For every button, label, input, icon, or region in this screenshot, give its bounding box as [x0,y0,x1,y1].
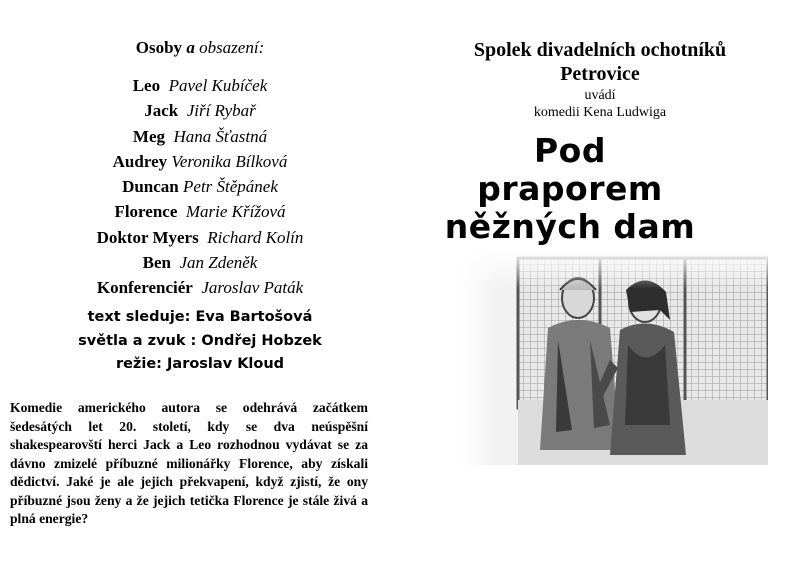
cast-row [20,250,380,275]
cast-role: Meg [132,126,166,146]
cast-heading [20,38,380,58]
crew-list [20,306,380,377]
play-description: Komedie amerického autora se odehrává začátkem šedesátých let 20. století, kdy se dva neúspěšní shakespearovští herci Jack a Leo rozhodnou vydávat se za dávno zmizelé příbuzné milionářky Florence, aby získali dědictví. Jaké je ale jejich překvapení, když zjistí, že ony příbuzné jsou ženy a že jejich tetička Florence je stále živá a plná energie? [10,400,368,526]
crew-director: režie: Jaroslav Kloud [115,356,285,372]
cast-actor: Petr Štěpánek [183,177,278,197]
cast-actor: Jan Zdeněk [179,253,258,273]
cast-heading-a: a [186,38,195,57]
cast-role: Audrey [112,151,168,171]
cast-row [20,174,380,199]
company-name [400,38,800,86]
cast-row [20,275,380,300]
cast-actor: Jiří Rybař [186,101,256,121]
cast-role: Florence [114,202,178,222]
cast-actor: Richard Kolín [207,227,304,247]
cast-role: Duncan [122,177,179,197]
crew-prompter: text sleduje: Eva Bartošová [87,309,313,325]
cast-actor: Hana Šťastná [173,126,268,146]
company-line-2: Petrovice [560,63,640,85]
cast-row [20,73,380,98]
play-title [440,132,700,246]
cast-row [20,98,380,123]
crew-lights-sound: světla a zvuk : Ondřej Hobzek [78,332,322,349]
cast-role: Leo [132,76,161,95]
play-subtitle: komedii Kena Ludwiga [533,105,667,120]
cast-role: Doktor Myers [96,227,199,247]
cast-row [20,199,380,224]
cast-row [20,225,380,250]
cast-row [20,124,380,149]
cast-role: Ben [142,253,171,273]
cast-actor: Veronika Bílková [171,151,288,171]
cast-role: Jack [144,101,179,121]
cast-role: Konferenciér [96,278,193,298]
cast-actor: Pavel Kubíček [168,76,268,95]
cast-heading-osoby: Osoby [135,38,183,57]
play-title-line-1: Pod [534,131,606,170]
cast-heading-obsazeni: obsazení: [199,38,265,57]
cast-row [20,149,380,174]
actors-photo [460,250,768,465]
play-title-line-3: něžných dam [444,207,696,246]
cast-list [20,73,380,301]
cast-actor: Marie Křížová [185,202,286,222]
company-line-1: Spolek divadelních ochotníků [473,39,727,61]
cast-actor: Jaroslav Paták [201,278,304,298]
play-title-line-2: praporem [477,169,663,208]
presents-text: uvádí [584,88,616,103]
